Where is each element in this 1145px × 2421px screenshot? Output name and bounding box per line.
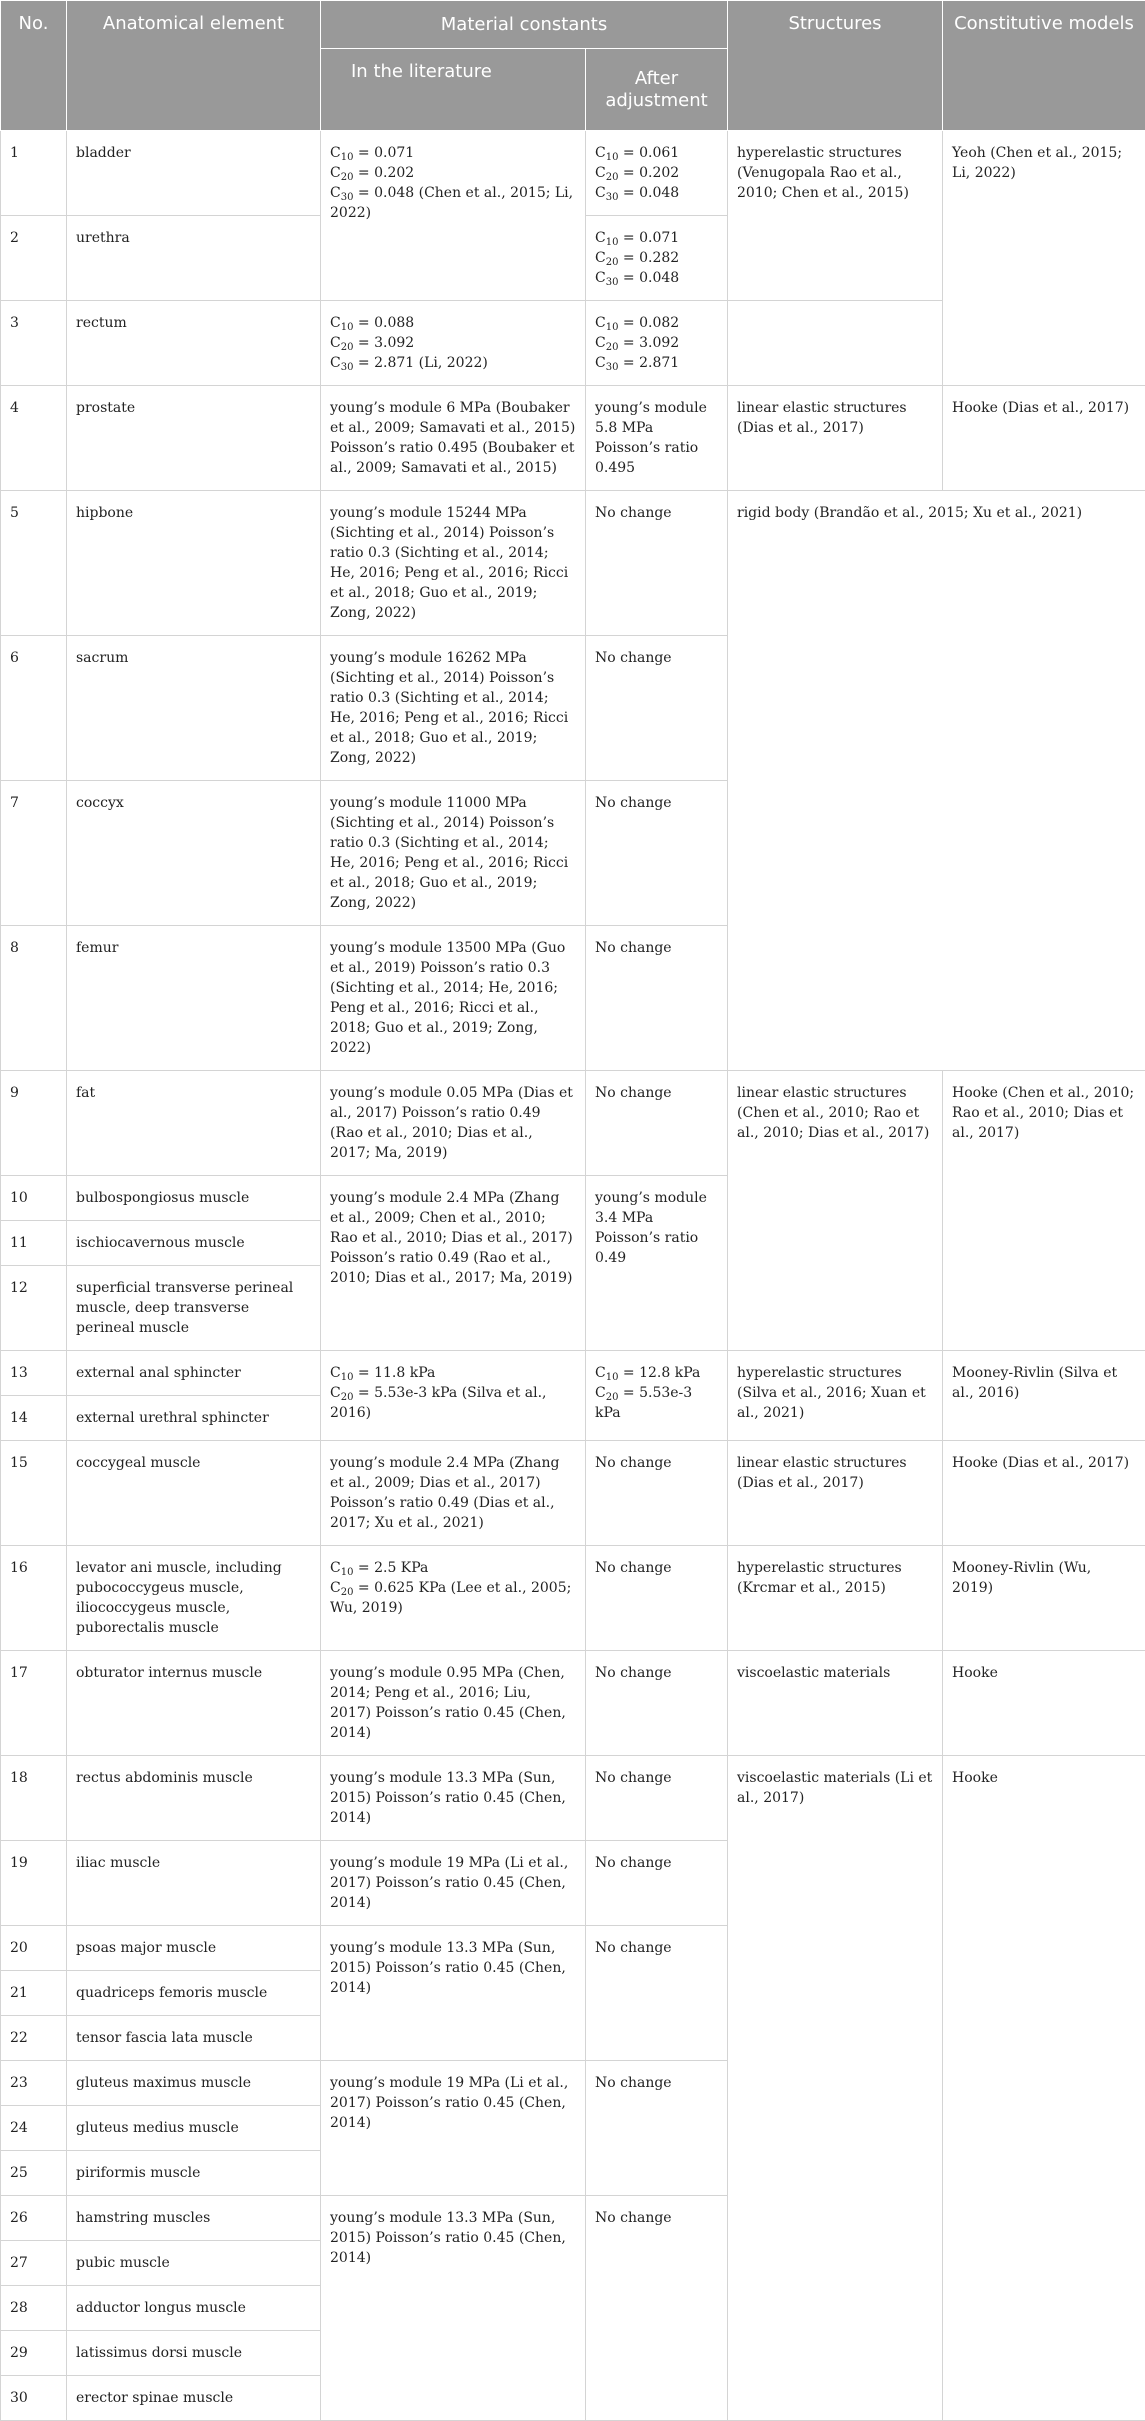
adjusted-constants: No change — [586, 491, 728, 636]
row-number: 3 — [1, 301, 67, 386]
anatomical-element: latissimus dorsi muscle — [67, 2331, 321, 2376]
header-anatomical-element: Anatomical element — [67, 1, 321, 131]
structure: hyperelastic structures (Silva et al., 2016; Xuan et al., 2021) — [728, 1351, 943, 1441]
constant-line: $C_{20} = 0.202$ — [595, 163, 718, 183]
adjusted-constants: No change — [586, 2196, 728, 2421]
anatomical-element: rectum — [67, 301, 321, 386]
header-in-the-literature: In the literature — [321, 49, 586, 131]
anatomical-element: rectus abdominis muscle — [67, 1756, 321, 1841]
row-number: 23 — [1, 2061, 67, 2106]
structure: linear elastic structures (Chen et al., 2010; Rao et al., 2010; Dias et al., 2017) — [728, 1071, 943, 1351]
row-number: 14 — [1, 1396, 67, 1441]
row-number: 18 — [1, 1756, 67, 1841]
row-number: 8 — [1, 926, 67, 1071]
row-number: 4 — [1, 386, 67, 491]
row-number: 2 — [1, 216, 67, 301]
anatomical-element: pubic muscle — [67, 2241, 321, 2286]
constitutive-model: Hooke (Chen et al., 2010; Rao et al., 2010; Dias et al., 2017) — [943, 1071, 1145, 1351]
row-number: 17 — [1, 1651, 67, 1756]
adjusted-constants: No change — [586, 1756, 728, 1841]
anatomical-element: obturator internus muscle — [67, 1651, 321, 1756]
literature-constants: young’s module 15244 MPa (Sichting et al., 2014) Poisson’s ratio 0.3 (Sichting et al., 2014; He, 2016; Peng et al., 2016; Ricci et al., 2018; Guo et al., 2019; Zong, 2022) — [321, 491, 586, 636]
adjusted-constants: No change — [586, 1651, 728, 1756]
row-number: 5 — [1, 491, 67, 636]
adjusted-constants: No change — [586, 1841, 728, 1926]
literature-constants: young’s module 19 MPa (Li et al., 2017) Poisson’s ratio 0.45 (Chen, 2014) — [321, 1841, 586, 1926]
constant-line: $C_{20} = 0.282$ — [595, 248, 718, 268]
literature-constants: young’s module 11000 MPa (Sichting et al., 2014) Poisson’s ratio 0.3 (Sichting et al., 2014; He, 2016; Peng et al., 2016; Ricci et al., 2018; Guo et al., 2019; Zong, 2022) — [321, 781, 586, 926]
header-constitutive-models: Constitutive models — [943, 1, 1145, 131]
row-number: 10 — [1, 1176, 67, 1221]
constant-line: $C_{20} = 3.092$ — [595, 333, 718, 353]
anatomical-element: adductor longus muscle — [67, 2286, 321, 2331]
header-material-constants: Material constants — [321, 1, 728, 49]
constant-line: $C_{20} = 5.53e-3$ kPa — [595, 1383, 718, 1423]
table-row — [1, 1441, 1145, 1546]
adjusted-constants — [586, 216, 728, 301]
constant-line: $C_{30} = 2.871$ — [595, 353, 718, 373]
table-row — [1, 1546, 1145, 1651]
constant-line: $C_{10} = 0.082$ — [595, 313, 718, 333]
constitutive-model: Hooke (Dias et al., 2017) — [943, 1441, 1145, 1546]
row-number: 22 — [1, 2016, 67, 2061]
anatomical-element: bulbospongiosus muscle — [67, 1176, 321, 1221]
anatomical-element: tensor fascia lata muscle — [67, 2016, 321, 2061]
anatomical-element: erector spinae muscle — [67, 2376, 321, 2421]
anatomical-element: external anal sphincter — [67, 1351, 321, 1396]
row-number: 7 — [1, 781, 67, 926]
constant-line: $C_{10} = 0.071$ — [330, 143, 576, 163]
literature-constants: young’s module 13.3 MPa (Sun, 2015) Poisson’s ratio 0.45 (Chen, 2014) — [321, 2196, 586, 2421]
constant-line: $C_{30} = 0.048$ — [595, 183, 718, 203]
row-number: 1 — [1, 131, 67, 216]
structure: viscoelastic materials — [728, 1651, 943, 1756]
table-row — [1, 386, 1145, 491]
row-number: 6 — [1, 636, 67, 781]
adjusted-constants — [586, 301, 728, 386]
table-row — [1, 1756, 1145, 1841]
row-number: 15 — [1, 1441, 67, 1546]
literature-constants: young’s module 0.95 MPa (Chen, 2014; Peng et al., 2016; Liu, 2017) Poisson’s ratio 0.45 (Chen, 2014) — [321, 1651, 586, 1756]
constant-line: $C_{30} = 2.871$ (Li, 2022) — [330, 353, 576, 373]
structure: rigid body (Brandão et al., 2015; Xu et al., 2021) — [728, 491, 1145, 1071]
row-number: 29 — [1, 2331, 67, 2376]
constant-line: $C_{30} = 0.048$ (Chen et al., 2015; Li, 2022) — [330, 183, 576, 223]
header-no: No. — [1, 1, 67, 131]
row-number: 28 — [1, 2286, 67, 2331]
constitutive-model: Hooke — [943, 1651, 1145, 1756]
constant-line: $C_{10} = 11.8$ kPa — [330, 1363, 576, 1383]
row-number: 24 — [1, 2106, 67, 2151]
constant-line: $C_{20} = 0.202$ — [330, 163, 576, 183]
literature-constants: young’s module 16262 MPa (Sichting et al., 2014) Poisson’s ratio 0.3 (Sichting et al., 2014; He, 2016; Peng et al., 2016; Ricci et al., 2018; Guo et al., 2019; Zong, 2022) — [321, 636, 586, 781]
anatomical-element: quadriceps femoris muscle — [67, 1971, 321, 2016]
anatomical-element: external urethral sphincter — [67, 1396, 321, 1441]
constitutive-model: Mooney-Rivlin (Silva et al., 2016) — [943, 1351, 1145, 1441]
literature-constants: young’s module 19 MPa (Li et al., 2017) Poisson’s ratio 0.45 (Chen, 2014) — [321, 2061, 586, 2196]
adjusted-constants: No change — [586, 2061, 728, 2196]
structure: linear elastic structures (Dias et al., 2017) — [728, 386, 943, 491]
adjusted-constants: young’s module 3.4 MPa Poisson’s ratio 0.49 — [586, 1176, 728, 1351]
header-structures: Structures — [728, 1, 943, 131]
literature-constants: young’s module 2.4 MPa (Zhang et al., 2009; Dias et al., 2017) Poisson’s ratio 0.49 (Dias et al., 2017; Xu et al., 2021) — [321, 1441, 586, 1546]
anatomical-element: iliac muscle — [67, 1841, 321, 1926]
row-number: 16 — [1, 1546, 67, 1651]
row-number: 9 — [1, 1071, 67, 1176]
row-number: 19 — [1, 1841, 67, 1926]
constitutive-model: Yeoh (Chen et al., 2015; Li, 2022) — [943, 131, 1145, 386]
constant-line: $C_{10} = 0.061$ — [595, 143, 718, 163]
anatomical-element: prostate — [67, 386, 321, 491]
row-number: 30 — [1, 2376, 67, 2421]
structure: linear elastic structures (Dias et al., 2017) — [728, 1441, 943, 1546]
literature-constants — [321, 301, 586, 386]
adjusted-constants: No change — [586, 926, 728, 1071]
row-number: 26 — [1, 2196, 67, 2241]
literature-constants: young’s module 13.3 MPa (Sun, 2015) Poisson’s ratio 0.45 (Chen, 2014) — [321, 1756, 586, 1841]
row-number: 21 — [1, 1971, 67, 2016]
anatomical-element: ischiocavernous muscle — [67, 1221, 321, 1266]
anatomical-element: sacrum — [67, 636, 321, 781]
adjusted-constants: No change — [586, 781, 728, 926]
constitutive-model: Mooney-Rivlin (Wu, 2019) — [943, 1546, 1145, 1651]
literature-constants: young’s module 2.4 MPa (Zhang et al., 2009; Chen et al., 2010; Rao et al., 2010; Dias et al., 2017) Poisson’s ratio 0.49 (Rao et al., 2010; Dias et al., 2017; Ma, 2019) — [321, 1176, 586, 1351]
anatomical-element: fat — [67, 1071, 321, 1176]
anatomical-element: coccygeal muscle — [67, 1441, 321, 1546]
row-number: 13 — [1, 1351, 67, 1396]
constant-line: $C_{10} = 0.088$ — [330, 313, 576, 333]
adjusted-constants: No change — [586, 1926, 728, 2061]
constant-line: $C_{10} = 0.071$ — [595, 228, 718, 248]
row-number: 20 — [1, 1926, 67, 1971]
adjusted-constants — [586, 1351, 728, 1441]
anatomical-element: levator ani muscle, including pubococcygeus muscle, iliococcygeus muscle, puborectalis muscle — [67, 1546, 321, 1651]
structure: hyperelastic structures (Krcmar et al., 2015) — [728, 1546, 943, 1651]
table-row — [1, 131, 1145, 216]
literature-constants — [321, 1546, 586, 1651]
header-after-adjustment: After adjustment — [586, 49, 728, 131]
row-number: 25 — [1, 2151, 67, 2196]
anatomical-element: coccyx — [67, 781, 321, 926]
anatomical-element: bladder — [67, 131, 321, 216]
anatomical-element: femur — [67, 926, 321, 1071]
structure: hyperelastic structures (Venugopala Rao et al., 2010; Chen et al., 2015) — [728, 131, 943, 301]
anatomical-element: psoas major muscle — [67, 1926, 321, 1971]
anatomical-element: hipbone — [67, 491, 321, 636]
constant-line: $C_{30} = 0.048$ — [595, 268, 718, 288]
constant-line: $C_{20} = 5.53e-3$ kPa (Silva et al., 2016) — [330, 1383, 576, 1423]
constant-line: $C_{10} = 2.5$ KPa — [330, 1558, 576, 1578]
structure: viscoelastic materials (Li et al., 2017) — [728, 1756, 943, 2421]
literature-constants: young’s module 13500 MPa (Guo et al., 2019) Poisson’s ratio 0.3 (Sichting et al., 2014; He, 2016; Peng et al., 2016; Ricci et al., 2018; Guo et al., 2019; Zong, 2022) — [321, 926, 586, 1071]
anatomical-element: urethra — [67, 216, 321, 301]
constant-line: $C_{10} = 12.8$ kPa — [595, 1363, 718, 1383]
anatomical-element: gluteus medius muscle — [67, 2106, 321, 2151]
anatomical-element: piriformis muscle — [67, 2151, 321, 2196]
literature-constants — [321, 131, 586, 301]
adjusted-constants — [586, 131, 728, 216]
constant-line: $C_{20} = 3.092$ — [330, 333, 576, 353]
adjusted-constants: No change — [586, 1441, 728, 1546]
anatomical-element: hamstring muscles — [67, 2196, 321, 2241]
anatomical-element: superficial transverse perineal muscle, deep transverse perineal muscle — [67, 1266, 321, 1351]
adjusted-constants: young’s module 5.8 MPa Poisson’s ratio 0.495 — [586, 386, 728, 491]
literature-constants: young’s module 0.05 MPa (Dias et al., 2017) Poisson’s ratio 0.49 (Rao et al., 2010; Dias et al., 2017; Ma, 2019) — [321, 1071, 586, 1176]
adjusted-constants: No change — [586, 1546, 728, 1651]
literature-constants: young’s module 13.3 MPa (Sun, 2015) Poisson’s ratio 0.45 (Chen, 2014) — [321, 1926, 586, 2061]
anatomical-element: gluteus maximus muscle — [67, 2061, 321, 2106]
literature-constants — [321, 1351, 586, 1441]
constitutive-model: Hooke (Dias et al., 2017) — [943, 386, 1145, 491]
table-row — [1, 1351, 1145, 1396]
literature-constants: young’s module 6 MPa (Boubaker et al., 2009; Samavati et al., 2015) Poisson’s ratio 0.495 (Boubaker et al., 2009; Samavati et al., 2015) — [321, 386, 586, 491]
row-number: 27 — [1, 2241, 67, 2286]
adjusted-constants: No change — [586, 1071, 728, 1176]
table-row — [1, 491, 1145, 636]
table-row — [1, 1651, 1145, 1756]
row-number: 11 — [1, 1221, 67, 1266]
table-row — [1, 1071, 1145, 1176]
adjusted-constants: No change — [586, 636, 728, 781]
row-number: 12 — [1, 1266, 67, 1351]
constitutive-model: Hooke — [943, 1756, 1145, 2421]
constant-line: $C_{20} = 0.625$ KPa (Lee et al., 2005; Wu, 2019) — [330, 1578, 576, 1618]
